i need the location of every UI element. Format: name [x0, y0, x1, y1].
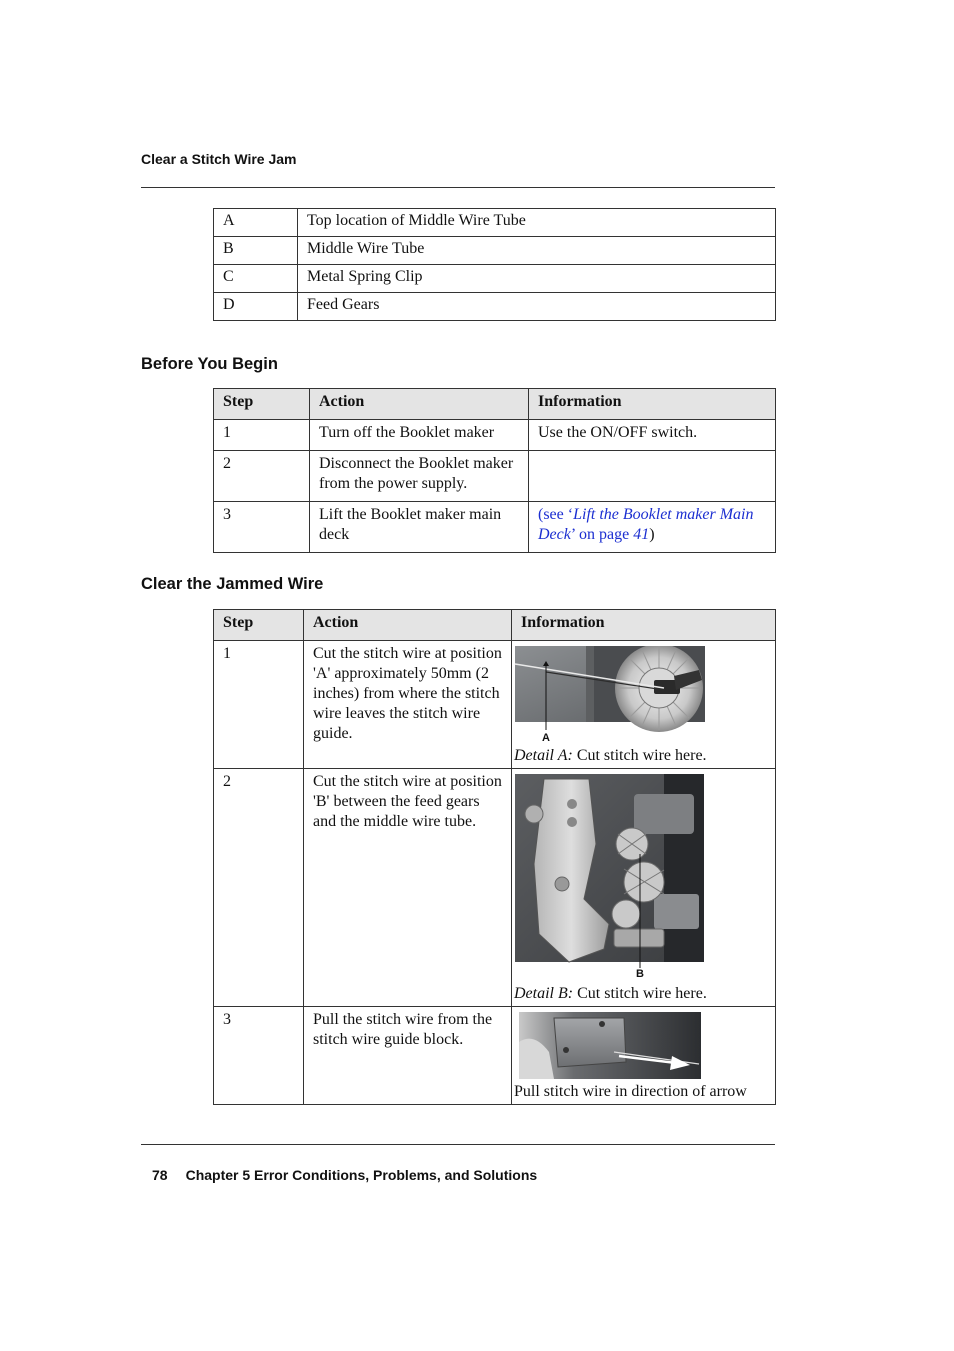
column-header: Information — [512, 610, 776, 641]
figure-caption — [514, 746, 773, 766]
legend-key: A — [214, 209, 298, 237]
detail-a-figure — [514, 646, 709, 742]
step-info — [529, 451, 776, 502]
page-number: 78 — [152, 1167, 168, 1183]
legend-key: D — [214, 293, 298, 321]
legend-table — [213, 208, 776, 321]
step-number: 1 — [214, 420, 310, 451]
table-row — [214, 451, 776, 502]
legend-text: Top location of Middle Wire Tube — [298, 209, 776, 237]
legend-key: C — [214, 265, 298, 293]
xref-close: ) — [649, 526, 655, 543]
table-row — [214, 641, 776, 769]
section-heading-before: Before You Begin — [141, 355, 278, 373]
table-row — [214, 209, 776, 237]
caption-label: Detail A: — [514, 747, 573, 764]
step-number: 2 — [214, 451, 310, 502]
step-action: Disconnect the Booklet maker from the power supply. — [310, 451, 529, 502]
figure-caption — [514, 984, 773, 1004]
legend-text: Feed Gears — [298, 293, 776, 321]
xref-page: 41 — [633, 526, 650, 543]
caption-text: Cut stitch wire here. — [572, 747, 707, 764]
running-header: Clear a Stitch Wire Jam — [141, 151, 297, 167]
table-row — [214, 237, 776, 265]
before-you-begin-table — [213, 388, 776, 553]
step-number: 2 — [214, 769, 304, 1007]
pull-wire-figure — [514, 1012, 709, 1079]
footer-rule — [141, 1144, 775, 1145]
step-info — [512, 769, 776, 1007]
column-header: Information — [529, 389, 776, 420]
caption-label: Detail B: — [514, 985, 574, 1002]
step-action: Turn off the Booklet maker — [310, 420, 529, 451]
legend-key: B — [214, 237, 298, 265]
step-number: 1 — [214, 641, 304, 769]
legend-text: Metal Spring Clip — [298, 265, 776, 293]
step-action: Cut the stitch wire at position 'B' between the feed gears and the middle wire tube. — [304, 769, 512, 1007]
wire-guide-block-photo — [514, 1012, 709, 1079]
table-row — [214, 420, 776, 451]
xref-title: Lift the Booklet maker Main Deck — [538, 506, 754, 543]
step-number: 3 — [214, 502, 310, 553]
column-header: Step — [214, 610, 304, 641]
section-heading-jam: Clear the Jammed Wire — [141, 575, 324, 593]
step-action: Pull the stitch wire from the stitch wire guide block. — [304, 1007, 512, 1105]
table-row — [214, 769, 776, 1007]
step-info — [529, 502, 776, 553]
column-header: Action — [310, 389, 529, 420]
column-header: Action — [304, 610, 512, 641]
step-info — [512, 1007, 776, 1105]
step-action: Lift the Booklet maker main deck — [310, 502, 529, 553]
page-footer — [152, 1167, 537, 1183]
table-row — [214, 293, 776, 321]
legend-text: Middle Wire Tube — [298, 237, 776, 265]
chapter-title: Chapter 5 Error Conditions, Problems, and Solutions — [185, 1167, 538, 1183]
callout-a: A — [542, 732, 550, 744]
table-header-row — [214, 610, 776, 641]
detail-b-figure — [514, 774, 709, 980]
table-row — [214, 1007, 776, 1105]
cross-reference-link[interactable] — [538, 506, 754, 543]
table-row — [214, 502, 776, 553]
column-header: Step — [214, 389, 310, 420]
figure-caption: Pull stitch wire in direction of arrow — [514, 1083, 747, 1100]
xref-open: (see ‘ — [538, 506, 574, 523]
callout-b: B — [636, 968, 644, 980]
step-info — [512, 641, 776, 769]
step-number: 3 — [214, 1007, 304, 1105]
xref-mid: ’ on page — [570, 526, 634, 543]
feed-gears-photo — [514, 774, 709, 980]
table-header-row — [214, 389, 776, 420]
table-row — [214, 265, 776, 293]
step-info: Use the ON/OFF switch. — [529, 420, 776, 451]
step-action: Cut the stitch wire at position 'A' approximately 50mm (2 inches) from where the stitch wire leaves the stitch wire guide. — [304, 641, 512, 769]
header-rule — [141, 187, 775, 188]
caption-text: Cut stitch wire here. — [573, 985, 707, 1002]
clear-jammed-wire-table — [213, 609, 776, 1105]
